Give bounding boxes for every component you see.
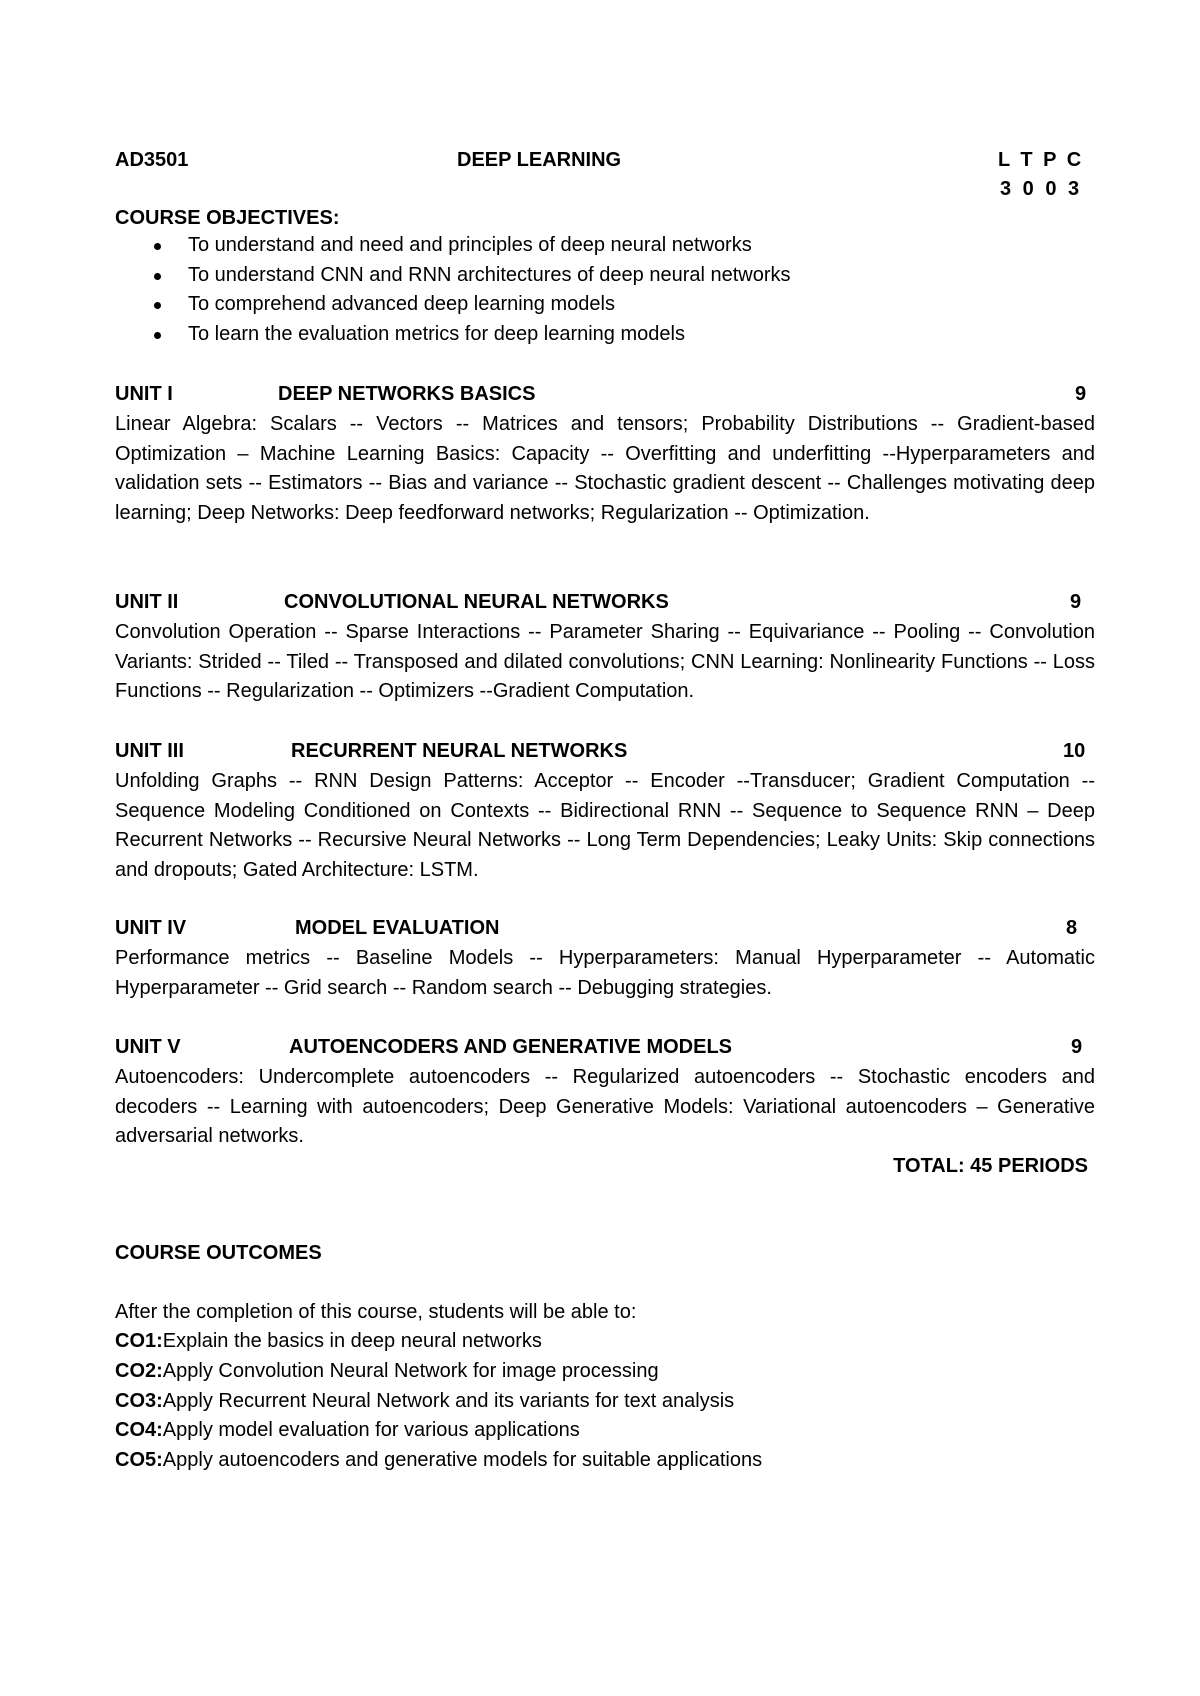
objective-item: To comprehend advanced deep learning models [150, 290, 791, 320]
course-code: AD3501 [115, 149, 189, 171]
unit-label: UNIT I [115, 383, 173, 405]
objective-item: To understand and need and principles of deep neural networks [150, 231, 791, 261]
unit-hours: 9 [1071, 1036, 1083, 1058]
objectives-heading: COURSE OBJECTIVES: [115, 207, 340, 229]
unit-label: UNIT III [115, 740, 184, 762]
unit-title: CONVOLUTIONAL NEURAL NETWORKS [284, 591, 669, 613]
unit-hours: 8 [1066, 917, 1078, 939]
unit-content: Unfolding Graphs -- RNN Design Patterns: Acceptor -- Encoder --Transducer; Gradient Computation -- Sequence Modeling Conditioned on Contexts -- Bidirectional RNN -- Sequence to Sequence RNN – Deep Recurrent Networks -- Recursive Neural Networks -- Long Term Dependencies; Leaky Units: Skip connections and dropouts; Gated Architecture: LSTM. [115, 770, 1095, 881]
bullet-icon [154, 273, 161, 280]
unit-content: Performance metrics -- Baseline Models -- Hyperparameters: Manual Hyperparameter -- Automatic Hyperparameter -- Grid search -- Random search -- Debugging strategies. [115, 947, 1095, 999]
ltpc-values: 3 0 0 3 [1000, 178, 1080, 200]
bullet-icon [154, 332, 161, 339]
unit-label: UNIT V [115, 1036, 181, 1058]
outcome-item: CO2:Apply Convolution Neural Network for image processing [115, 1360, 659, 1382]
unit-title: DEEP NETWORKS BASICS [278, 383, 536, 405]
unit-title: RECURRENT NEURAL NETWORKS [291, 740, 628, 762]
outcomes-intro: After the completion of this course, students will be able to: [115, 1301, 637, 1323]
outcome-item: CO1:Explain the basics in deep neural networks [115, 1330, 542, 1352]
unit-label: UNIT IV [115, 917, 187, 939]
unit-title: MODEL EVALUATION [295, 917, 500, 939]
outcome-item: CO5:Apply autoencoders and generative models for suitable applications [115, 1449, 763, 1471]
unit-title: AUTOENCODERS AND GENERATIVE MODELS [289, 1036, 732, 1058]
total-periods: TOTAL: 45 PERIODS [893, 1155, 1088, 1177]
bullet-icon [154, 243, 161, 250]
ltpc-labels: L T P C [998, 149, 1082, 171]
outcome-item: CO3:Apply Recurrent Neural Network and its variants for text analysis [115, 1390, 735, 1412]
bullet-icon [154, 302, 161, 309]
objective-item: To learn the evaluation metrics for deep learning models [150, 320, 791, 350]
unit-content: Autoencoders: Undercomplete autoencoders -- Regularized autoencoders -- Stochastic encoders and decoders -- Learning with autoencoders; Deep Generative Models: Variational autoencoders – Generative adversarial networks. [115, 1066, 1095, 1148]
objectives-list [150, 231, 791, 349]
unit-hours: 10 [1063, 740, 1086, 762]
outcome-item: CO4:Apply model evaluation for various applications [115, 1419, 580, 1441]
unit-hours: 9 [1075, 383, 1087, 405]
unit-content: Convolution Operation -- Sparse Interactions -- Parameter Sharing -- Equivariance -- Pooling -- Convolution Variants: Strided -- Tiled -- Transposed and dilated convolutions; CNN Learning: Nonlinearity Functions -- Loss Functions -- Regularization -- Optimizers --Gradient Computation. [115, 621, 1095, 703]
objective-item: To understand CNN and RNN architectures of deep neural networks [150, 261, 791, 291]
unit-hours: 9 [1070, 591, 1082, 613]
unit-label: UNIT II [115, 591, 179, 613]
course-title: DEEP LEARNING [457, 149, 622, 171]
outcomes-heading: COURSE OUTCOMES [115, 1242, 322, 1264]
unit-content: Linear Algebra: Scalars -- Vectors -- Matrices and tensors; Probability Distributions -- Gradient-based Optimization – Machine Learning Basics: Capacity -- Overfitting and underfitting --Hyperparameters and validation sets -- Estimators -- Bias and variance -- Stochastic gradient descent -- Challenges motivating deep learning; Deep Networks: Deep feedforward networks; Regularization -- Optimization. [115, 413, 1095, 524]
